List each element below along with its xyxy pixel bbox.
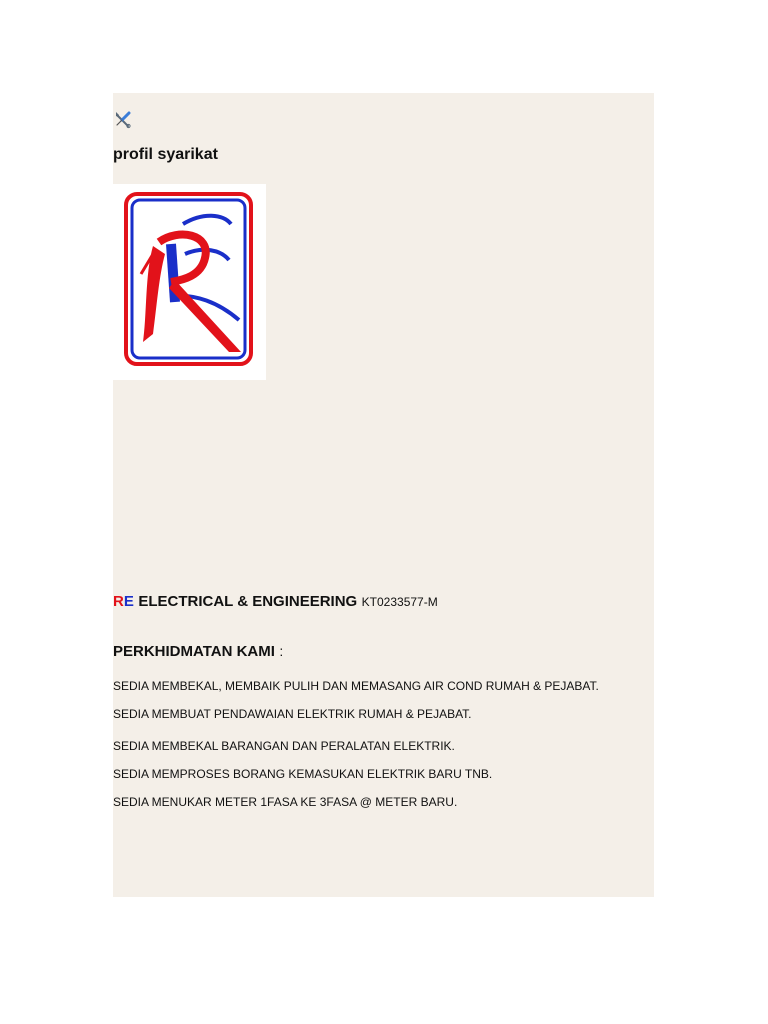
- services-colon: :: [279, 643, 284, 659]
- service-item: SEDIA MEMBEKAL, MEMBAIK PULIH DAN MEMASANG AIR COND RUMAH & PEJABAT.: [113, 679, 599, 693]
- service-item: SEDIA MEMBEKAL BARANGAN DAN PERALATAN ELEKTRIK.: [113, 739, 455, 753]
- services-title: PERKHIDMATAN KAMI: [113, 643, 275, 660]
- service-item: SEDIA MENUKAR METER 1FASA KE 3FASA @ METER BARU.: [113, 795, 458, 809]
- brand-letter-r: R: [113, 593, 124, 610]
- services-heading: [113, 643, 283, 661]
- company-logo: [113, 184, 266, 380]
- brand-letter-e: E: [123, 593, 134, 610]
- company-name-line: [113, 593, 438, 611]
- tools-icon: [113, 110, 133, 130]
- service-item: SEDIA MEMBUAT PENDAWAIAN ELEKTRIK RUMAH & PEJABAT.: [113, 707, 472, 721]
- service-item: SEDIA MEMPROSES BORANG KEMASUKAN ELEKTRIK BARU TNB.: [113, 767, 493, 781]
- registration-number: KT0233577-M: [361, 595, 438, 609]
- page-title: profil syarikat: [113, 146, 218, 163]
- company-name: ELECTRICAL & ENGINEERING: [138, 593, 358, 610]
